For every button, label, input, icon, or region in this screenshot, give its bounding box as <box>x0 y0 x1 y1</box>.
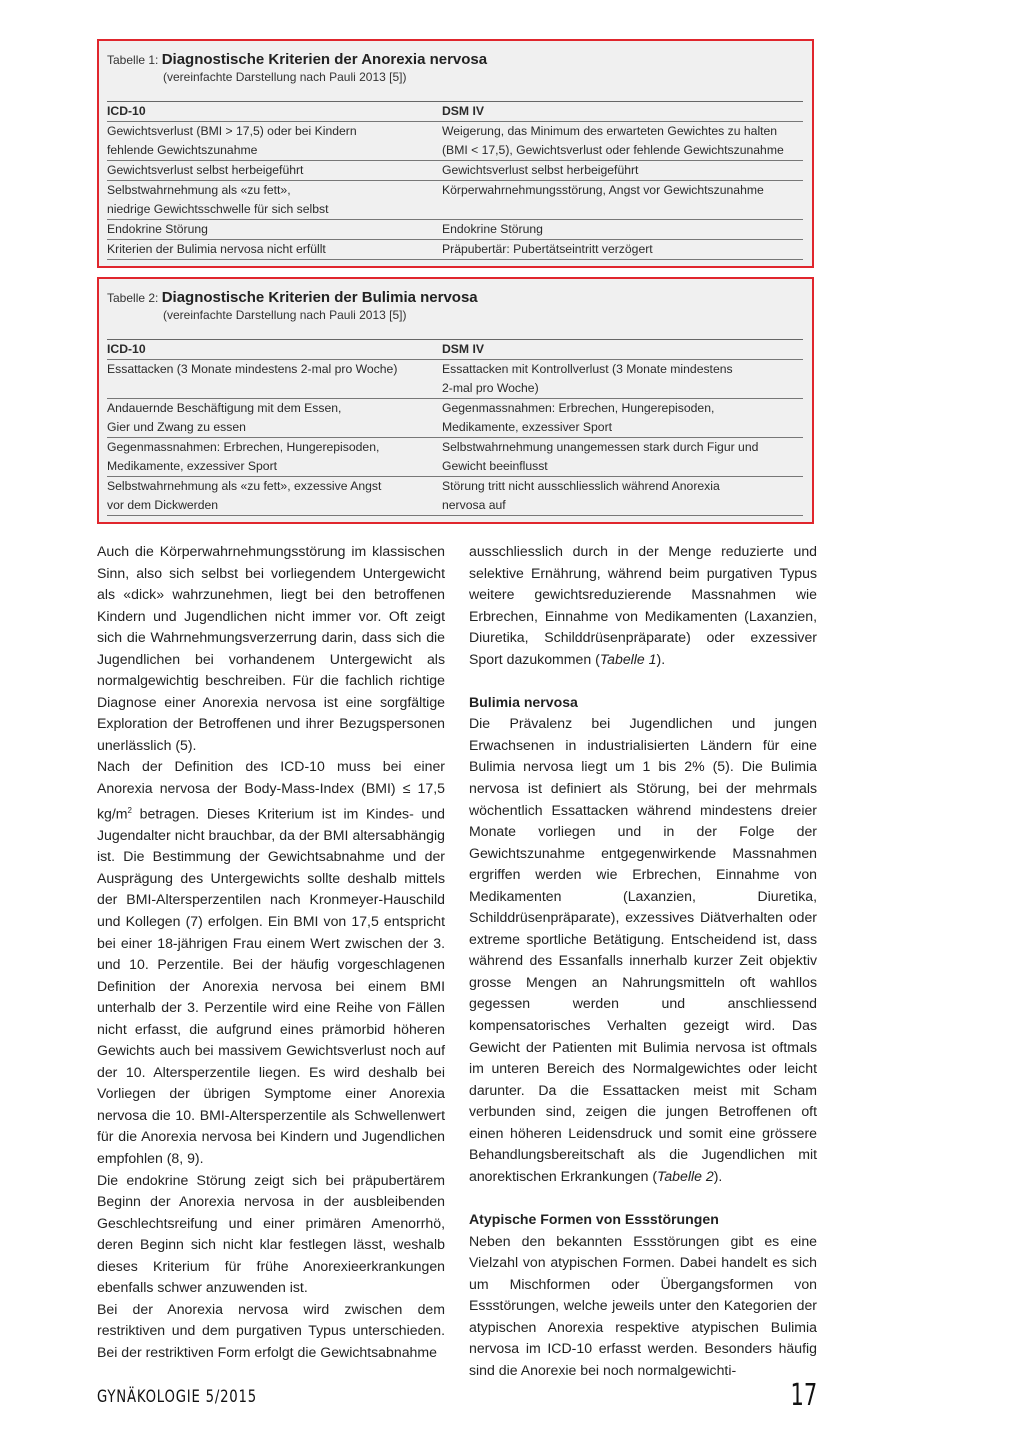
table-cell: Gewichtsverlust selbst herbeigeführt <box>442 163 639 177</box>
text-run: ). <box>713 1167 723 1184</box>
paragraph: Die endokrine Störung zeigt sich bei präpubertärem Beginn der Anorexia nervosa in der ausbleibenden Geschlechtsreifung und einer primären Amenorrhö, deren Beginn sich nicht klar festlegen lässt, weshalb dieses Kriterium für frühe Anorexieerkrankungen ebenfalls schwer anzuwenden ist. <box>97 1171 445 1296</box>
table-header-cell: ICD-10 <box>107 342 146 356</box>
table-2-number: Tabelle 2: <box>107 291 159 305</box>
table-cell: Körperwahrnehmungsstörung, Angst vor Gewichtszunahme <box>442 183 764 197</box>
superscript: 2 <box>127 805 132 815</box>
table-cell: Andauernde Beschäftigung mit dem Essen, Gier und Zwang zu essen <box>107 401 342 434</box>
table-row <box>107 477 803 516</box>
text-run: Nach der Definition des ICD-10 muss bei einer Anorexia nervosa der Body-Mass-Index (BMI) ≤ 17,5 kg/m <box>97 758 445 822</box>
table-1-box <box>97 39 814 268</box>
table-row <box>107 360 803 399</box>
spacer <box>469 1187 817 1209</box>
section-heading-atypical: Atypische Formen von Essstörungen <box>469 1210 719 1227</box>
table-reference: Tabelle 2 <box>657 1167 714 1184</box>
table-row <box>107 438 803 477</box>
table-cell: Gegenmassnahmen: Erbrechen, Hungerepisoden, Medikamente, exzessiver Sport <box>107 440 380 473</box>
table-2-subtitle: (vereinfachte Darstellung nach Pauli 2013 [5]) <box>163 308 407 322</box>
text-run: Die Prävalenz bei Jugendlichen und jungen Erwachsenen in industrialisierten Ländern für eine Bulimia nervosa liegt um 1 bis 2% (5). Die Bulimia nervosa ist definiert als Störung, bei der mehrmals wöchentlich Essattacken während mindestens dreier Monate vorliegen und in der Folge der Gewichtszunahme entgegenwirkende Massnahmen ergriffen werden wie Erbrechen, Einnahme von Medikamenten (Laxanzien, Diuretika, Schilddrüsenpräparate), exzessives Diätverhalten oder extreme sportliche Betätigung. Entscheidend ist, dass während des Essanfalls innerhalb kurzer Zeit objektiv grosse Mengen an Nahrungsmitteln oft wahllos gegessen werden und anschliessend kompensatorisches Verhalten gezeigt wird. Das Gewicht der Patienten mit Bulimia nervosa ist oftmals im unteren Bereich des Normalgewichtes oder leicht darunter. Da die Essattacken meist mit Scham verbunden sind, zeigen die jungen Betroffenen oft einen höheren Leidensdruck und somit eine grössere Behandlungsbereitschaft als die Jugendlichen mit anorektischen Erkrankungen ( <box>469 715 817 1184</box>
journal-footer: GYNÄKOLOGIE 5/2015 <box>97 1387 257 1407</box>
table-2-title: Diagnostische Kriterien der Bulimia nervosa <box>161 289 478 306</box>
table-cell: Störung tritt nicht ausschliesslich während Anorexia nervosa auf <box>442 479 720 512</box>
text-run: ). <box>656 650 666 667</box>
paragraph <box>469 541 817 670</box>
table-1-number: Tabelle 1: <box>107 53 159 67</box>
table-reference: Tabelle 1 <box>599 650 657 667</box>
table-cell: Gewichtsverlust selbst herbeigeführt <box>107 163 304 177</box>
table-cell: Endokrine Störung <box>442 222 543 236</box>
table-cell: Gewichtsverlust (BMI > 17,5) oder bei Kindern fehlende Gewichtszunahme <box>107 124 357 157</box>
paragraph: Auch die Körperwahrnehmungsstörung im klassischen Sinn, also sich selbst bei vorliegendem Untergewicht als «dick» wahrzunehmen, liegt bei den betroffenen Kindern und Jugendlichen nicht immer vor. Oft zeigt sich die Wahrnehmungsverzerrung darin, dass sich die Jugendlichen bei vorhandenem Untergewicht als normalgewichtig beschreiben. Für die fachlich richtige Diagnose einer Anorexia nervosa ist eine sorgfältige Exploration der Betroffenen und ihrer Bezugspersonen unerlässlich (5). <box>97 543 445 753</box>
table-header-cell: ICD-10 <box>107 104 146 118</box>
paragraph: Neben den bekannten Essstörungen gibt es eine Vielzahl von atypischen Formen. Dabei handelt es sich um Mischformen oder Übergangsformen von Essstörungen, welche jeweils unter den Kategorien der atypischen Anorexia respektive atypischen Bulimia nervosa im ICD-10 erfasst werden. Besonders häufig sind die Anorexie bei noch normalgewichti- <box>469 1232 817 1378</box>
paragraph <box>97 756 445 1169</box>
left-text-column <box>97 541 445 1363</box>
table-row <box>107 122 803 161</box>
table-row <box>107 161 803 181</box>
table-cell: Gegenmassnahmen: Erbrechen, Hungerepisoden, Medikamente, exzessiver Sport <box>442 401 715 434</box>
text-run: ausschliesslich durch in der Menge reduzierte und selektive Ernährung, während beim purgativen Typus weitere gewichtsreduzierende Massnahmen wie Erbrechen, Einnahme von Medikamenten (Laxanzien, Diuretika, Schilddrüsenpräparate) oder exzessiver Sport dazukommen ( <box>469 543 817 667</box>
table-row <box>107 399 803 438</box>
table-row <box>107 220 803 240</box>
table-row <box>107 240 803 260</box>
table-cell: Selbstwahrnehmung unangemessen stark durch Figur und Gewicht beeinflusst <box>442 440 759 473</box>
section-heading-bulimia: Bulimia nervosa <box>469 693 578 710</box>
right-text-column <box>469 541 817 1381</box>
table-cell: Weigerung, das Minimum des erwarteten Gewichtes zu halten (BMI < 17,5), Gewichtsverlust oder fehlende Gewichtszunahme <box>442 124 784 157</box>
table-cell: Selbstwahrnehmung als «zu fett», niedrige Gewichtsschwelle für sich selbst <box>107 183 329 216</box>
table-header-row <box>107 102 803 122</box>
table-1-title: Diagnostische Kriterien der Anorexia nervosa <box>161 51 488 68</box>
text-run: betragen. Dieses Kriterium ist im Kindes- und Jugendalter nicht brauchbar, da der BMI altersabhängig ist. Die Bestimmung der Gewichtsabnahme und der Ausprägung des Untergewichts sollte deshalb mittels der BMI-Altersperzentilen nach Kronmeyer-Hauschild und Kollegen (7) erfolgen. Ein BMI von 17,5 entspricht bei einer 18-jährigen Frau einem Wert zwischen der 3. und 10. Perzentile. Bei der häufig vorgeschlagenen Definition der Anorexia nervosa bei einem BMI unterhalb der 3. Perzentile wird eine Reihe von Fällen nicht erfasst, die aufgrund eines prämorbid höheren Gewichts auch bei massivem Gewichtsverlust noch auf der 10. Altersperzentile liegen. Es wird deshalb bei Vorliegen der übrigen Symptome einer Anorexia nervosa die 10. BMI-Altersperzentile als Schwellenwert für die Anorexia nervosa bei Kindern und Jugendlichen empfohlen (8, 9). <box>97 805 445 1166</box>
table-1-caption <box>107 51 803 69</box>
table-1-subtitle: (vereinfachte Darstellung nach Pauli 2013 [5]) <box>163 70 407 84</box>
table-2-box <box>97 277 814 524</box>
table-cell: Endokrine Störung <box>107 222 208 236</box>
table-1-grid <box>107 101 803 260</box>
table-row <box>107 181 803 220</box>
table-2-caption <box>107 289 803 307</box>
table-header-row <box>107 340 803 360</box>
table-cell: Selbstwahrnehmung als «zu fett», exzessive Angst vor dem Dickwerden <box>107 479 382 512</box>
table-header-cell: DSM IV <box>442 104 484 118</box>
table-2-grid <box>107 339 803 516</box>
table-cell: Kriterien der Bulimia nervosa nicht erfüllt <box>107 242 326 256</box>
page-number: 17 <box>790 1378 817 1413</box>
table-cell: Präpubertär: Pubertätseintritt verzögert <box>442 242 653 256</box>
table-cell: Essattacken (3 Monate mindestens 2-mal pro Woche) <box>107 362 398 376</box>
table-cell: Essattacken mit Kontrollverlust (3 Monate mindestens 2-mal pro Woche) <box>442 362 733 395</box>
table-header-cell: DSM IV <box>442 342 484 356</box>
paragraph <box>469 713 817 1187</box>
paragraph: Bei der Anorexia nervosa wird zwischen dem restriktiven und dem purgativen Typus unterschieden. Bei der restriktiven Form erfolgt die Gewichtsabnahme <box>97 1300 445 1360</box>
spacer <box>469 670 817 692</box>
